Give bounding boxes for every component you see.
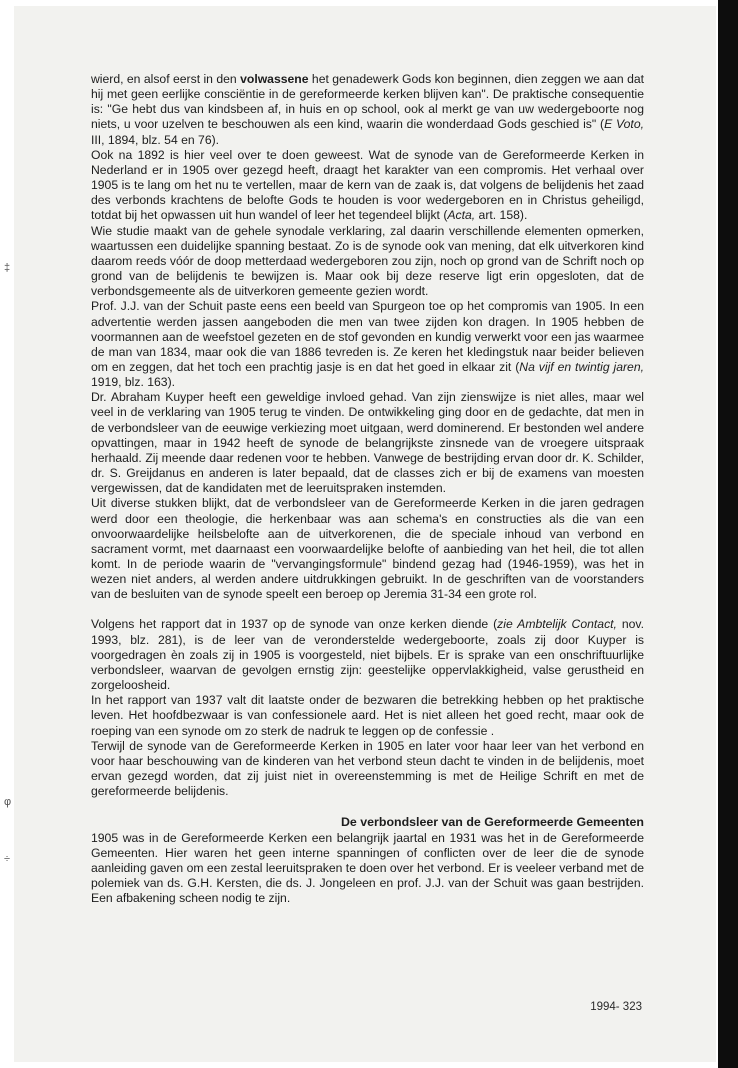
paragraph: Wie studie maakt van de gehele synodale verklaring, zal daarin verschillende elementen opmerken, waartussen een duidelijke spanning bestaat. Zo is de synode ook van mening, dat elk uitverkoren kind daarom reeds vóór de doop metterdaad wedergeboren zou zijn, noch op grond van de Schrift noch op grond van de belijdenis te bewijzen is. Maar ook bij deze reserve ligt erin opgesloten, dat de verbondsgemeente als de uitverkoren gemeente gezien wordt. [91,223,644,299]
margin-mark: ÷ [4,853,11,865]
paragraph: 1905 was in de Gereformeerde Kerken een belangrijk jaartal en 1931 was het in de Gereformeerde Gemeenten. Hier waren het geen interne spanningen of conflicten over de leer die de synode aanleiding gaven om een zestal leeruitspraken te doen over het verbond. Er is veeleer verband met de polemiek van ds. G.H. Kersten, die ds. J. Jongeleen en prof. J.J. van der Schuit was gaan bestrijden. Een afbakening scheen nodig te zijn. [91,830,644,906]
paragraph: Ook na 1892 is hier veel over te doen geweest. Wat de synode van de Gereformeerde Kerken in Nederland er in 1905 over gezegd heeft, draagt het karakter van een compromis. Het verhaal over 1905 is te lang om het nu te vertellen, maar de kern van de zaak is, dat volgens de belijdenis het zaad des verbonds krachtens de belofte Gods te houden is voor wedergeboren en in Christus geheiligd, totdat bij het opwassen uit hun wandel of leer het tegendeel blijkt (Acta, art. 158). [91,147,644,223]
paragraph: wierd, en alsof eerst in den volwassene het genadewerk Gods kon beginnen, dien zeggen we aan dat hij met geen eerlijke consciëntie in de gereformeerde kerken blijven kan". De praktische consequentie is: "Ge hebt dus van kindsbeen af, in huis en op school, ook al merkt ge van uw wedergeboorte nog niets, u voor uzelven te beschouwen als een kind, waarin die wonderdaad Gods geschied is" (E Voto, III, 1894, blz. 54 en 76). [91,72,645,147]
margin-mark: ‡ [4,262,11,274]
binding-edge [718,0,738,1068]
article-body [91,72,644,907]
page-number: 1994- 323 [590,1001,642,1013]
paragraph: Terwijl de synode van de Gereformeerde Kerken in 1905 en later voor haar leer van het verbond en voor haar beschouwing van de kinderen van het verbond steun dacht te vinden in de belijdenis, moet ervan gezegd worden, dat zij juist niet in overeenstemming is met de Heilige Schrift en met de gereformeerde belijdenis. [91,738,644,799]
paragraph: Dr. Abraham Kuyper heeft een geweldige invloed gehad. Van zijn zienswijze is niet alles, maar wel veel in de verklaring van 1905 terug te vinden. De ontwikkeling ging door en de gedachte, dat men in de verbondsleer van de eeuwige verkiezing moet uitgaan, werd dominerend. Er bestonden wel andere opvattingen, maar in 1942 heeft de synode de belangrijkste zinsnede van de vroegere uitspraak herhaald. Zij meende daar redenen voor te hebben. Vanwege de bestrijding ervan door dr. K. Schilder, dr. S. Greijdanus en anderen is later bepaald, dat de classes zich er bij de examens van moesten vergewissen, dat de kandidaten met de leeruitspraken instemden. [91,390,644,496]
paragraph: Uit diverse stukken blijkt, dat de verbondsleer van de Gereformeerde Kerken in die jaren gedragen werd door een theologie, die herkenbaar was aan schema's en constructies als die van een onvoorwaardelijke heilsbelofte aan de uitverkorenen, die de speciale inhoud van verbond en sacrament vormt, met daarnaast een voorwaardelijke belofte of aanbieding van het heil, die tot allen komt. In de periode waarin de "vervangingsformule" bindend gezag had (1946-1959), was het in wezen niet anders, al werden andere uitdrukkingen gebruikt. In de geschriften van de voorstanders van de besluiten van de synode speelt een beroep op Jeremia 31-34 een grote rol. [91,496,644,602]
paragraph: In het rapport van 1937 valt dit laatste onder de bezwaren die betrekking hebben op het praktische leven. Het hoofdbezwaar is van confessionele aard. Het is niet alleen het goed recht, maar ook de roeping van een synode om zo sterk de nadruk te leggen op de confessie . [91,693,644,738]
section-heading: De verbondsleer van de Gereformeerde Gemeenten [340,815,644,830]
paragraph: Prof. J.J. van der Schuit paste eens een beeld van Spurgeon toe op het compromis van 1905. In een advertentie werden jassen aangeboden die men van twee zijden kon dragen. In 1905 hebben de voormannen aan de weefstoel gezeten en de stof gevonden en kundig verwerkt voor een jas waarmee de man van 1834, maar ook die van 1886 tevreden is. Ze keren het kledingstuk naar beider believen om en zeggen, dat het toch een prachtig jasje is en dat het goed in elkaar zit (Na vijf en twintig jaren, 1919, blz. 163). [91,299,644,390]
paragraph: Volgens het rapport dat in 1937 op de synode van onze kerken diende (zie Ambtelijk Contact, nov. 1993, blz. 281), is de leer van de veronderstelde wedergeboorte, zoals zij door Kuyper is voorgedragen èn zoals zij in 1905 is voorgesteld, niet bijbels. Er is sprake van een onschriftuurlijke verbondsleer, waarvan de gevolgen ernstig zijn: geestelijke oppervlakkigheid, valse gerustheid en zorgeloosheid. [91,617,644,693]
margin-mark: φ [4,796,12,808]
